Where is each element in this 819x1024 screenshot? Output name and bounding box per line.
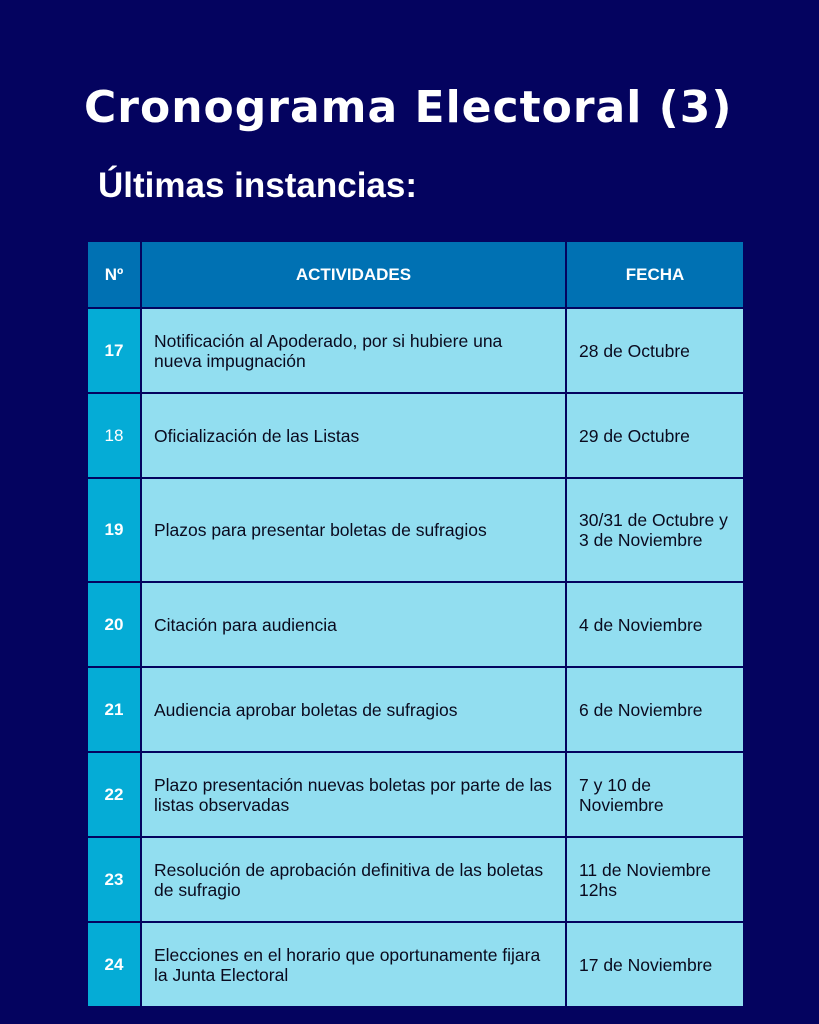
row-number: 24 — [87, 922, 141, 1007]
row-date: 4 de Noviembre — [566, 582, 744, 667]
header-activities: ACTIVIDADES — [141, 241, 566, 308]
row-date: 11 de Noviembre 12hs — [566, 837, 744, 922]
row-activity: Audiencia aprobar boletas de sufragios — [141, 667, 566, 752]
row-number: 20 — [87, 582, 141, 667]
table-header-row — [87, 241, 744, 308]
row-date: 7 y 10 de Noviembre — [566, 752, 744, 837]
table-row — [87, 752, 744, 837]
row-number: 18 — [87, 393, 141, 478]
table-row — [87, 393, 744, 478]
header-number: Nº — [87, 241, 141, 308]
table-row — [87, 582, 744, 667]
row-number: 17 — [87, 308, 141, 393]
row-activity: Resolución de aprobación definitiva de las boletas de sufragio — [141, 837, 566, 922]
table-row — [87, 667, 744, 752]
row-number: 19 — [87, 478, 141, 582]
row-number: 23 — [87, 837, 141, 922]
row-activity: Plazo presentación nuevas boletas por parte de las listas observadas — [141, 752, 566, 837]
row-number: 22 — [87, 752, 141, 837]
row-date: 30/31 de Octubre y 3 de Noviembre — [566, 478, 744, 582]
row-date: 28 de Octubre — [566, 308, 744, 393]
schedule-table — [86, 240, 745, 1008]
table-row — [87, 922, 744, 1007]
table-row — [87, 478, 744, 582]
table-row — [87, 837, 744, 922]
row-activity: Elecciones en el horario que oportunamente fijara la Junta Electoral — [141, 922, 566, 1007]
row-activity: Citación para audiencia — [141, 582, 566, 667]
table-row — [87, 308, 744, 393]
row-activity: Notificación al Apoderado, por si hubiere una nueva impugnación — [141, 308, 566, 393]
row-activity: Oficialización de las Listas — [141, 393, 566, 478]
row-number: 21 — [87, 667, 141, 752]
row-date: 29 de Octubre — [566, 393, 744, 478]
row-date: 6 de Noviembre — [566, 667, 744, 752]
row-activity: Plazos para presentar boletas de sufragios — [141, 478, 566, 582]
page-subtitle: Últimas instancias: — [98, 166, 417, 205]
header-date: FECHA — [566, 241, 744, 308]
page-title: Cronograma Electoral (3) — [84, 82, 733, 133]
row-date: 17 de Noviembre — [566, 922, 744, 1007]
